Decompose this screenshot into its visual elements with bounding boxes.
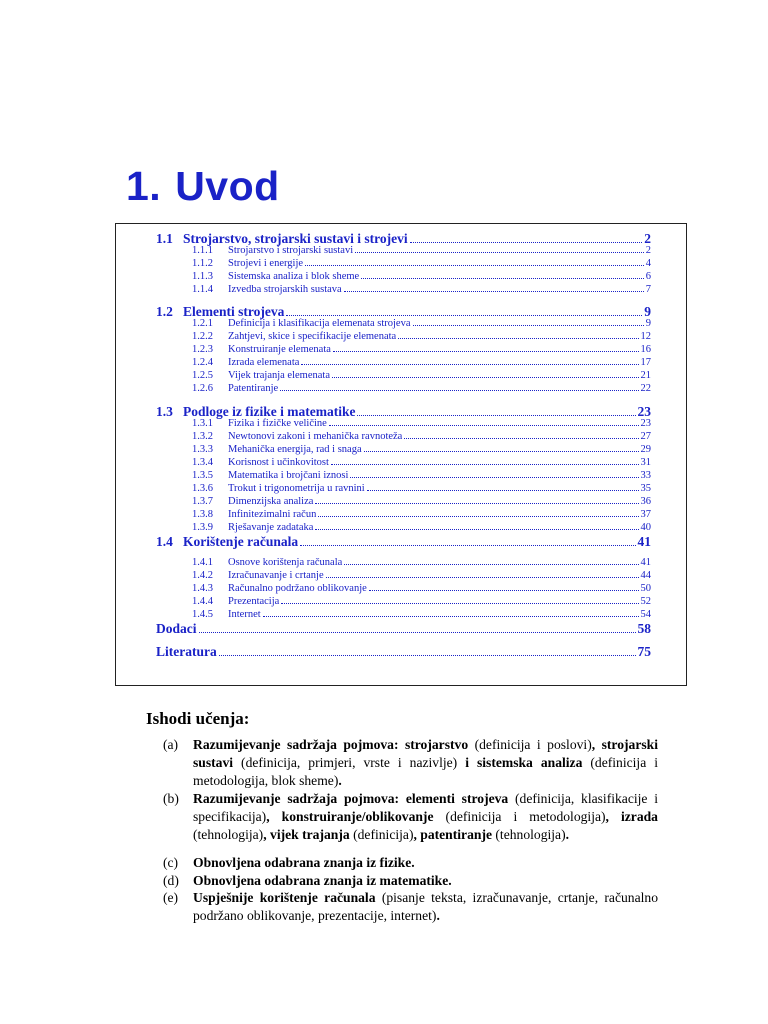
toc-leader <box>199 622 636 633</box>
toc-page-number: 9 <box>644 304 651 319</box>
toc-subentry[interactable] <box>192 482 651 495</box>
toc-page-number: 58 <box>637 621 651 636</box>
outcome-term: , izrada <box>605 809 658 824</box>
toc-leader <box>280 382 638 391</box>
toc-leader <box>410 232 643 243</box>
toc-number: 1.2.1 <box>192 317 213 329</box>
toc-subentry[interactable] <box>192 595 651 608</box>
toc-number: 1.2.2 <box>192 330 213 342</box>
outcome-term: , konstruiranje/oblikovanje <box>266 809 434 824</box>
toc-subentry[interactable] <box>192 356 651 369</box>
outcome-item <box>163 790 658 844</box>
toc-leader <box>326 569 639 578</box>
outcome-term: i sistemska analiza <box>457 755 583 770</box>
toc-page-number: 21 <box>640 369 651 381</box>
toc-number: 1.1.4 <box>192 283 213 295</box>
toc-number: 1.3.2 <box>192 430 213 442</box>
toc-subentry[interactable] <box>192 495 651 508</box>
toc-leader <box>329 417 639 426</box>
outcome-text <box>193 889 658 925</box>
toc-number: 1.1.2 <box>192 257 213 269</box>
toc-leader <box>344 556 638 565</box>
toc-subentry[interactable] <box>192 469 651 482</box>
toc-page-number: 2 <box>645 244 651 256</box>
toc-title: Rješavanje zadataka <box>228 521 314 533</box>
toc-title: Računalno podržano oblikovanje <box>228 582 367 594</box>
toc-title: Newtonovi zakoni i mehanička ravnoteža <box>228 430 403 442</box>
toc-number: 1.3.3 <box>192 443 213 455</box>
toc-leader <box>300 535 635 546</box>
outcome-term: , vijek trajanja <box>263 827 350 842</box>
outcomes-title: Ishodi učenja: <box>146 709 250 728</box>
outcome-term: , strojarski sustavi <box>193 737 658 770</box>
toc-subentry[interactable] <box>192 257 651 270</box>
toc-page-number: 16 <box>640 343 651 355</box>
toc-leader <box>357 405 635 416</box>
toc-leader <box>369 582 639 591</box>
toc-title: Strojarstvo i strojarski sustavi <box>228 244 354 256</box>
outcome-description: (definicija i metodologija) <box>433 809 606 824</box>
outcome-term: Razumijevanje sadržaja pojmova: strojarstvo <box>193 737 469 752</box>
toc-number: 1.2 <box>156 304 173 319</box>
outcome-label: (c) <box>163 855 179 870</box>
outcome-item <box>163 854 658 872</box>
toc-page-number: 37 <box>640 508 651 520</box>
toc-title: Izrada elemenata <box>228 356 300 368</box>
toc-page-number: 22 <box>640 382 651 394</box>
toc-subentry[interactable] <box>192 556 651 569</box>
outcome-description: (definicija i poslovi) <box>468 737 592 752</box>
outcome-term: . <box>436 908 440 923</box>
outcome-description: (definicija) <box>349 827 414 842</box>
toc-subentry[interactable] <box>192 582 651 595</box>
toc-page-number: 12 <box>640 330 651 342</box>
outcome-item <box>163 889 658 925</box>
toc-title: Internet <box>228 608 261 620</box>
toc-page-number: 4 <box>645 257 651 269</box>
toc-page-number: 40 <box>640 521 651 533</box>
toc-entry[interactable] <box>156 621 651 637</box>
toc-subentry[interactable] <box>192 382 651 395</box>
toc-page-number: 75 <box>637 644 651 659</box>
toc-title: Strojarstvo, strojarski sustavi i strojevi <box>183 231 408 246</box>
outcome-text <box>193 872 658 890</box>
toc-subentry[interactable] <box>192 270 651 283</box>
toc-leader <box>301 356 638 365</box>
toc-leader <box>404 430 638 439</box>
toc-page-number: 17 <box>640 356 651 368</box>
toc-leader <box>286 305 642 316</box>
toc-title: Trokut i trigonometrija u ravnini <box>228 482 365 494</box>
toc-number: 1.3.4 <box>192 456 213 468</box>
toc-page-number: 44 <box>640 569 651 581</box>
toc-number: 1.3.7 <box>192 495 213 507</box>
toc-page-number: 41 <box>637 534 651 549</box>
outcome-term: Obnovljena odabrana znanja iz matematike. <box>193 873 452 888</box>
toc-number: 1.1.3 <box>192 270 213 282</box>
toc-leader <box>355 244 644 253</box>
toc-page-number: 31 <box>640 456 651 468</box>
toc-subentry[interactable] <box>192 569 651 582</box>
toc-page-number: 41 <box>640 556 651 568</box>
outcome-text <box>193 736 658 790</box>
toc-page-number: 6 <box>645 270 651 282</box>
toc-page-number: 7 <box>645 283 651 295</box>
toc-title: Korisnost i učinkovitost <box>228 456 329 468</box>
toc-subentry[interactable] <box>192 456 651 469</box>
toc-title: Prezentacija <box>228 595 280 607</box>
toc-leader <box>315 495 638 504</box>
toc-title: Zahtjevi, skice i specifikacije elemenata <box>228 330 397 342</box>
toc-title: Vijek trajanja elemenata <box>228 369 330 381</box>
toc-leader <box>318 508 638 517</box>
toc-title: Infinitezimalni račun <box>228 508 317 520</box>
toc-leader <box>263 608 639 617</box>
toc-leader <box>281 595 638 604</box>
toc-page-number: 9 <box>645 317 651 329</box>
outcome-item <box>163 736 658 790</box>
toc-subentry[interactable] <box>192 330 651 343</box>
toc-number: 1.3.9 <box>192 521 213 533</box>
toc-leader <box>398 330 638 339</box>
toc-subentry[interactable] <box>192 369 651 382</box>
toc-number: 1.4.5 <box>192 608 213 620</box>
outcome-description: (definicija, klasifikacije i specifikacija) <box>193 791 658 824</box>
outcome-label: (a) <box>163 737 179 752</box>
toc-leader <box>333 343 639 352</box>
toc-number: 1.4.4 <box>192 595 213 607</box>
toc-number: 1.1 <box>156 231 173 246</box>
toc-number: 1.2.5 <box>192 369 213 381</box>
toc-entry[interactable] <box>156 644 651 660</box>
toc-title: Definicija i klasifikacija elemenata strojeva <box>228 317 411 329</box>
outcome-item <box>163 872 658 890</box>
table-of-contents <box>115 223 687 686</box>
toc-subentry[interactable] <box>192 343 651 356</box>
toc-page-number: 23 <box>637 404 651 419</box>
toc-leader <box>344 283 644 292</box>
toc-subentry[interactable] <box>192 244 651 257</box>
chapter-name: Uvod <box>175 163 280 209</box>
toc-page-number: 35 <box>640 482 651 494</box>
outcome-description: (tehnologija) <box>492 827 566 842</box>
chapter-title <box>126 163 280 210</box>
outcome-term: . <box>338 773 342 788</box>
outcome-term: , patentiranje <box>413 827 492 842</box>
outcome-description: (tehnologija) <box>193 827 264 842</box>
toc-subentry[interactable] <box>192 283 651 296</box>
outcome-description: (definicija i metodologija, blok sheme) <box>193 755 659 788</box>
toc-subentry[interactable] <box>192 443 651 456</box>
toc-leader <box>367 482 639 491</box>
toc-subentry[interactable] <box>192 430 651 443</box>
toc-title: Sistemska analiza i blok sheme <box>228 270 360 282</box>
toc-number: 1.4.1 <box>192 556 213 568</box>
toc-subentry[interactable] <box>192 608 651 621</box>
toc-page-number: 23 <box>640 417 651 429</box>
toc-title: Izvedba strojarskih sustava <box>228 283 342 295</box>
toc-subentry[interactable] <box>192 508 651 521</box>
toc-title: Matematika i brojčani iznosi <box>228 469 349 481</box>
outcome-text <box>193 854 658 872</box>
toc-number: 1.3.5 <box>192 469 213 481</box>
outcome-description: (pisanje teksta, izračunavanje, crtanje, računalno podržano oblikovanje, prezentacije, internet) <box>193 890 658 923</box>
toc-title: Patentiranje <box>228 382 279 394</box>
outcome-label: (e) <box>163 890 179 905</box>
toc-leader <box>413 317 644 326</box>
toc-number: 1.4 <box>156 534 173 549</box>
toc-title: Korištenje računala <box>183 534 299 549</box>
toc-leader <box>364 443 639 452</box>
toc-number: 1.3.8 <box>192 508 213 520</box>
toc-page-number: 50 <box>640 582 651 594</box>
toc-number: 1.2.3 <box>192 343 213 355</box>
outcome-description: (definicija, primjeri, vrste i nazivlje) <box>233 755 458 770</box>
toc-page-number: 2 <box>644 231 651 246</box>
toc-title: Fizika i fizičke veličine <box>228 417 327 429</box>
toc-number: 1.2.4 <box>192 356 213 368</box>
toc-subentry[interactable] <box>192 521 651 534</box>
outcome-term: Uspješnije korištenje računala <box>193 890 376 905</box>
toc-subentry[interactable] <box>192 417 651 430</box>
toc-page-number: 29 <box>640 443 651 455</box>
toc-page-number: 54 <box>640 608 651 620</box>
toc-subentry[interactable] <box>192 317 651 330</box>
toc-title: Elementi strojeva <box>183 304 285 319</box>
outcome-label: (d) <box>163 873 179 888</box>
toc-leader <box>315 521 638 530</box>
toc-number: 1.4.3 <box>192 582 213 594</box>
outcome-term: . <box>565 827 570 842</box>
toc-page-number: 52 <box>640 595 651 607</box>
outcome-term: Obnovljena odabrana znanja iz fizike. <box>193 855 415 870</box>
toc-title: Dodaci <box>156 621 197 636</box>
toc-number: 1.4.2 <box>192 569 213 581</box>
toc-title: Strojevi i energije <box>228 257 304 269</box>
toc-number: 1.2.6 <box>192 382 213 394</box>
toc-title: Dimenzijska analiza <box>228 495 314 507</box>
toc-title: Izračunavanje i crtanje <box>228 569 324 581</box>
toc-leader <box>361 270 644 279</box>
toc-title: Osnove korištenja računala <box>228 556 343 568</box>
toc-leader <box>219 645 636 656</box>
toc-page-number: 33 <box>640 469 651 481</box>
toc-title: Konstruiranje elemenata <box>228 343 331 355</box>
toc-page-number: 36 <box>640 495 651 507</box>
toc-title: Podloge iz fizike i matematike <box>183 404 356 419</box>
outcome-text <box>193 790 658 844</box>
toc-leader <box>305 257 644 266</box>
toc-number: 1.3.1 <box>192 417 213 429</box>
toc-leader <box>350 469 638 478</box>
toc-title: Mehanička energija, rad i snaga <box>228 443 362 455</box>
toc-title: Literatura <box>156 644 217 659</box>
toc-number: 1.3.6 <box>192 482 213 494</box>
toc-leader <box>331 456 639 465</box>
outcome-label: (b) <box>163 791 179 806</box>
toc-number: 1.1.1 <box>192 244 213 256</box>
toc-page-number: 27 <box>640 430 651 442</box>
toc-leader <box>332 369 639 378</box>
outcome-term: Razumijevanje sadržaja pojmova: elementi strojeva <box>193 791 509 806</box>
toc-entry[interactable] <box>156 534 651 550</box>
chapter-number: 1. <box>126 163 162 209</box>
toc-number: 1.3 <box>156 404 173 419</box>
